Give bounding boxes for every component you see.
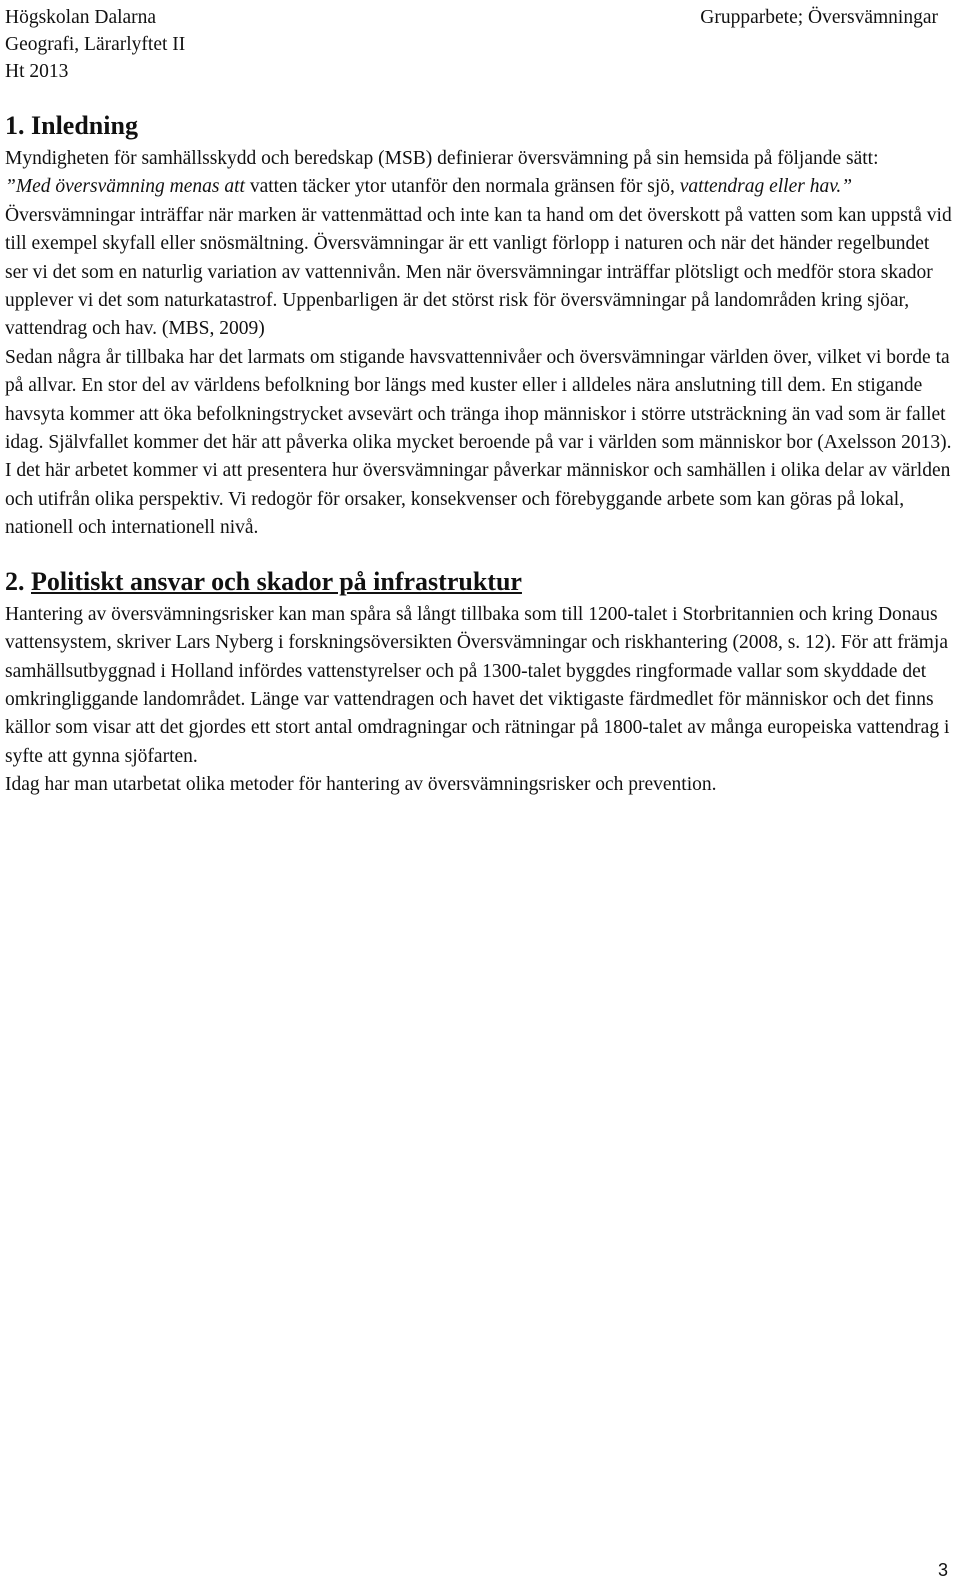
page-number: 3	[937, 1560, 948, 1580]
section-1-intro: Myndigheten för samhällsskydd och beredskap (MSB) definierar översvämning på sin hemsida på följande sätt:	[5, 148, 879, 169]
header-course: Geografi, Lärarlyftet II	[5, 34, 186, 55]
quote-end: vattendrag eller hav.”	[679, 176, 853, 198]
document-body	[5, 107, 955, 800]
section-1-paragraph-3: I det här arbetet kommer vi att presentera hur översvämningar påverkar människor och samhällen i olika delar av världen och utifrån olika perspektiv. Vi redogör för orsaker, konsekvenser och förebyggande arbete som kan göras på lokal, nationell och internationell nivå.	[5, 460, 951, 539]
section-2-paragraph-1: Hantering av översvämningsrisker kan man spåra så långt tillbaka som till 1200-talet i Storbritannien och kring Donaus vattensystem, skriver Lars Nyberg i forskningsöversikten Översvämningar och riskhantering (2008, s. 12). För att främja samhällsutbyggnad i Holland infördes vattenstyrelser och på 1300-talet byggdes ringformade vallar som skyddade det omkringliggande landområdet. Länge var vattendragen och havet det viktigaste färdmedlet för människor och det finns källor som visar att det gjordes ett stort antal omdragningar och rätningar på 1800-talet av många europeiska vattendrag i syfte att gynna sjöfarten.	[5, 603, 950, 767]
section-1-heading: 1. Inledning	[5, 111, 138, 140]
section-2-paragraph-2: Idag har man utarbetat olika metoder för hantering av översvämningsrisker och prevention.	[5, 774, 717, 796]
section-2-heading	[5, 563, 955, 601]
header-left	[5, 4, 185, 85]
msb-definition-quote	[5, 173, 955, 201]
header-school: Högskolan Dalarna	[5, 7, 157, 28]
section-2-title: Politiskt ansvar och skador på infrastruktur	[31, 566, 522, 596]
quote-start: ”Med översvämning menas att	[5, 176, 245, 198]
section-2-number: 2.	[5, 566, 31, 596]
header-title: Grupparbete; Översvämningar	[700, 7, 938, 28]
section-1-paragraph-1: Översvämningar inträffar när marken är vattenmättad och inte kan ta hand om det överskott på vatten som kan uppstå vid till exempel skyfall eller snösmältning. Översvämningar är ett vanligt förlopp i naturen och när det händer regelbundet ser vi det som en naturlig variation av vattennivån. Men när översvämningar inträffar plötsligt och medför stora skador upplever vi det som naturkatastrof. Uppenbarligen är det störst risk för översvämningar på landområden kring sjöar, vattendrag och hav. (MBS, 2009)	[5, 204, 952, 340]
header-term: Ht 2013	[5, 61, 69, 82]
section-1-paragraph-2: Sedan några år tillbaka har det larmats om stigande havsvattennivåer och översvämningar världen över, vilket vi borde ta på allvar. En stor del av världens befolkning bor längs med kuster eller i alldeles nära anslutning till dem. En stigande havsyta kommer att öka befolkningstrycket avsevärt och tränga ihop människor i större utsträckning än vad som är fallet idag. Självfallet kommer det här att påverka olika mycket beroende på var i världen som människor bor (Axelsson 2013).	[5, 346, 952, 454]
quote-middle: vatten täcker ytor utanför den normala gränsen för sjö,	[244, 176, 680, 198]
